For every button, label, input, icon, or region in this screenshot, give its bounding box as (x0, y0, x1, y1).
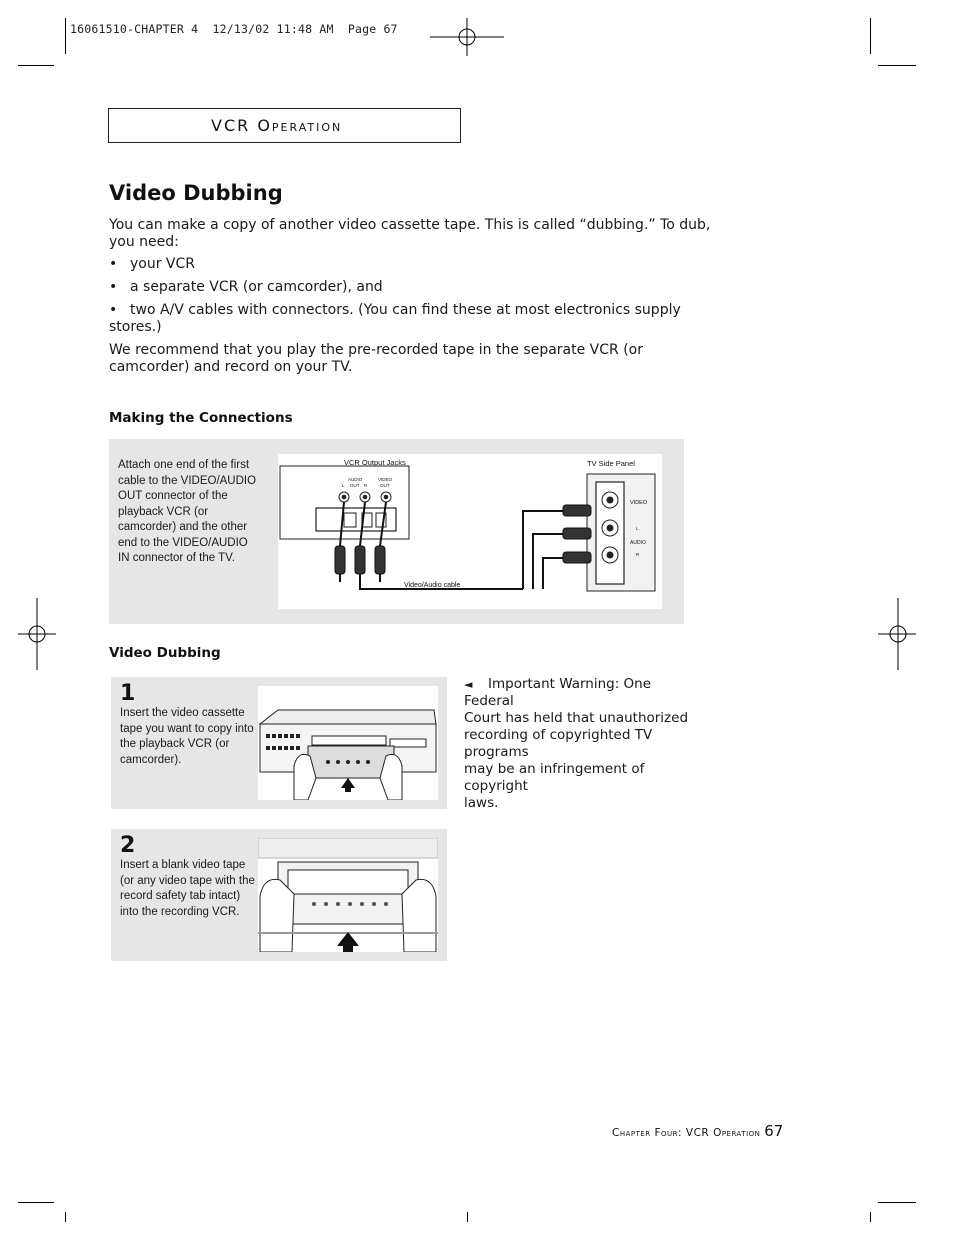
step-number: 1 (120, 681, 136, 706)
page-footer (612, 1122, 783, 1140)
connection-diagram (278, 454, 662, 609)
tv-side-panel-label: TV Side Panel (587, 459, 635, 468)
warning-line: laws. (464, 795, 499, 811)
step-1-text (120, 706, 260, 768)
intro-line-2: you need: (109, 234, 179, 250)
connections-panel (109, 439, 684, 624)
vcr-output-label: VCR Output Jacks (344, 458, 406, 467)
bullet-symbol: • (109, 302, 118, 318)
bullet-text: a separate VCR (or camcorder), and (130, 279, 383, 295)
step-2-panel (111, 829, 447, 961)
bullet-text-continued: stores.) (109, 319, 162, 335)
instruction-line: OUT connector of the (118, 490, 228, 502)
vcr-jacks (339, 492, 391, 502)
step-line: Insert the video cassette (120, 707, 245, 719)
connections-heading: Making the Connections (109, 410, 293, 426)
connections-instructions (118, 458, 268, 567)
tv-audio-label: AUDIO (630, 540, 646, 546)
instruction-line: IN connector of the TV. (118, 552, 235, 564)
vcr-video-label: VIDEO (378, 477, 393, 482)
step-line: tape you want to copy into (120, 722, 254, 735)
intro-paragraph (109, 217, 729, 251)
tv-plugs (563, 505, 591, 563)
jack-out-label: OUT (350, 483, 360, 488)
jack-l-label: L (342, 483, 345, 488)
page-number: 67 (764, 1122, 784, 1140)
insert-blank-tape-illustration (258, 838, 438, 952)
bullet-symbol: • (109, 279, 118, 295)
step-line: (or any video tape with the (120, 874, 255, 887)
dubbing-heading: Video Dubbing (109, 645, 221, 661)
step-number: 2 (120, 833, 136, 858)
tv-l-label: L (636, 526, 639, 531)
section-header-box (108, 108, 461, 143)
instruction-line: playback VCR (or (118, 505, 209, 518)
instruction-line: camcorder) and the other (118, 521, 248, 533)
bullet-item (109, 302, 709, 336)
warning-pointer-icon: ◄ (464, 678, 473, 691)
step-1-panel (111, 677, 447, 809)
tv-video-label: VIDEO (630, 500, 648, 506)
recommend-paragraph (109, 342, 729, 376)
recommend-line-2: camcorder) and record on your TV. (109, 359, 353, 375)
step-line: the playback VCR (or (120, 738, 230, 750)
jack-r-label: R (364, 483, 368, 488)
step-2-text (120, 858, 262, 920)
important-warning (464, 676, 704, 812)
warning-line: recording of copyrighted TV programs (464, 727, 653, 760)
vcr-plugs (335, 546, 385, 574)
page-title: Video Dubbing (109, 181, 283, 205)
vcr-out-label: OUT (380, 483, 390, 488)
warning-line: Court has held that unauthorized (464, 710, 689, 726)
instruction-line: cable to the VIDEO/AUDIO (118, 474, 257, 487)
warning-line: may be an infringement of copyright (464, 761, 645, 794)
bullet-text: your VCR (130, 256, 196, 272)
instruction-line: Attach one end of the first (118, 459, 250, 471)
insert-cassette-illustration (258, 686, 438, 800)
step-line: record safety tab intact) (120, 890, 241, 902)
recommend-line-1: We recommend that you play the pre-recorded tape in the separate VCR (or (109, 342, 643, 358)
bullet-item (109, 279, 709, 296)
section-header: VCR Operation (211, 116, 343, 135)
step-line: camcorder). (120, 753, 182, 766)
bullet-symbol: • (109, 256, 118, 272)
tv-side-panel (587, 474, 655, 591)
vcr-audio-label: AUDIO (348, 477, 363, 482)
warning-line: Important Warning: One Federal (464, 676, 652, 709)
bullet-text: two A/V cables with connectors. (You can find these at most electronics supply (130, 302, 681, 318)
bullet-item (109, 256, 709, 273)
intro-line-1: You can make a copy of another video cassette tape. This is called “dubbing.” To dub, (109, 217, 711, 233)
cable-label: Video/Audio cable (404, 582, 461, 589)
instruction-line: end to the VIDEO/AUDIO (118, 536, 248, 549)
footer-chapter: Chapter Four: VCR Operation (612, 1127, 761, 1139)
printer-slug: 16061510-CHAPTER 4 12/13/02 11:48 AM Page 67 (70, 22, 398, 36)
step-line: into the recording VCR. (120, 905, 240, 918)
step-line: Insert a blank video tape (120, 859, 246, 871)
tv-r-label: R (636, 552, 640, 557)
